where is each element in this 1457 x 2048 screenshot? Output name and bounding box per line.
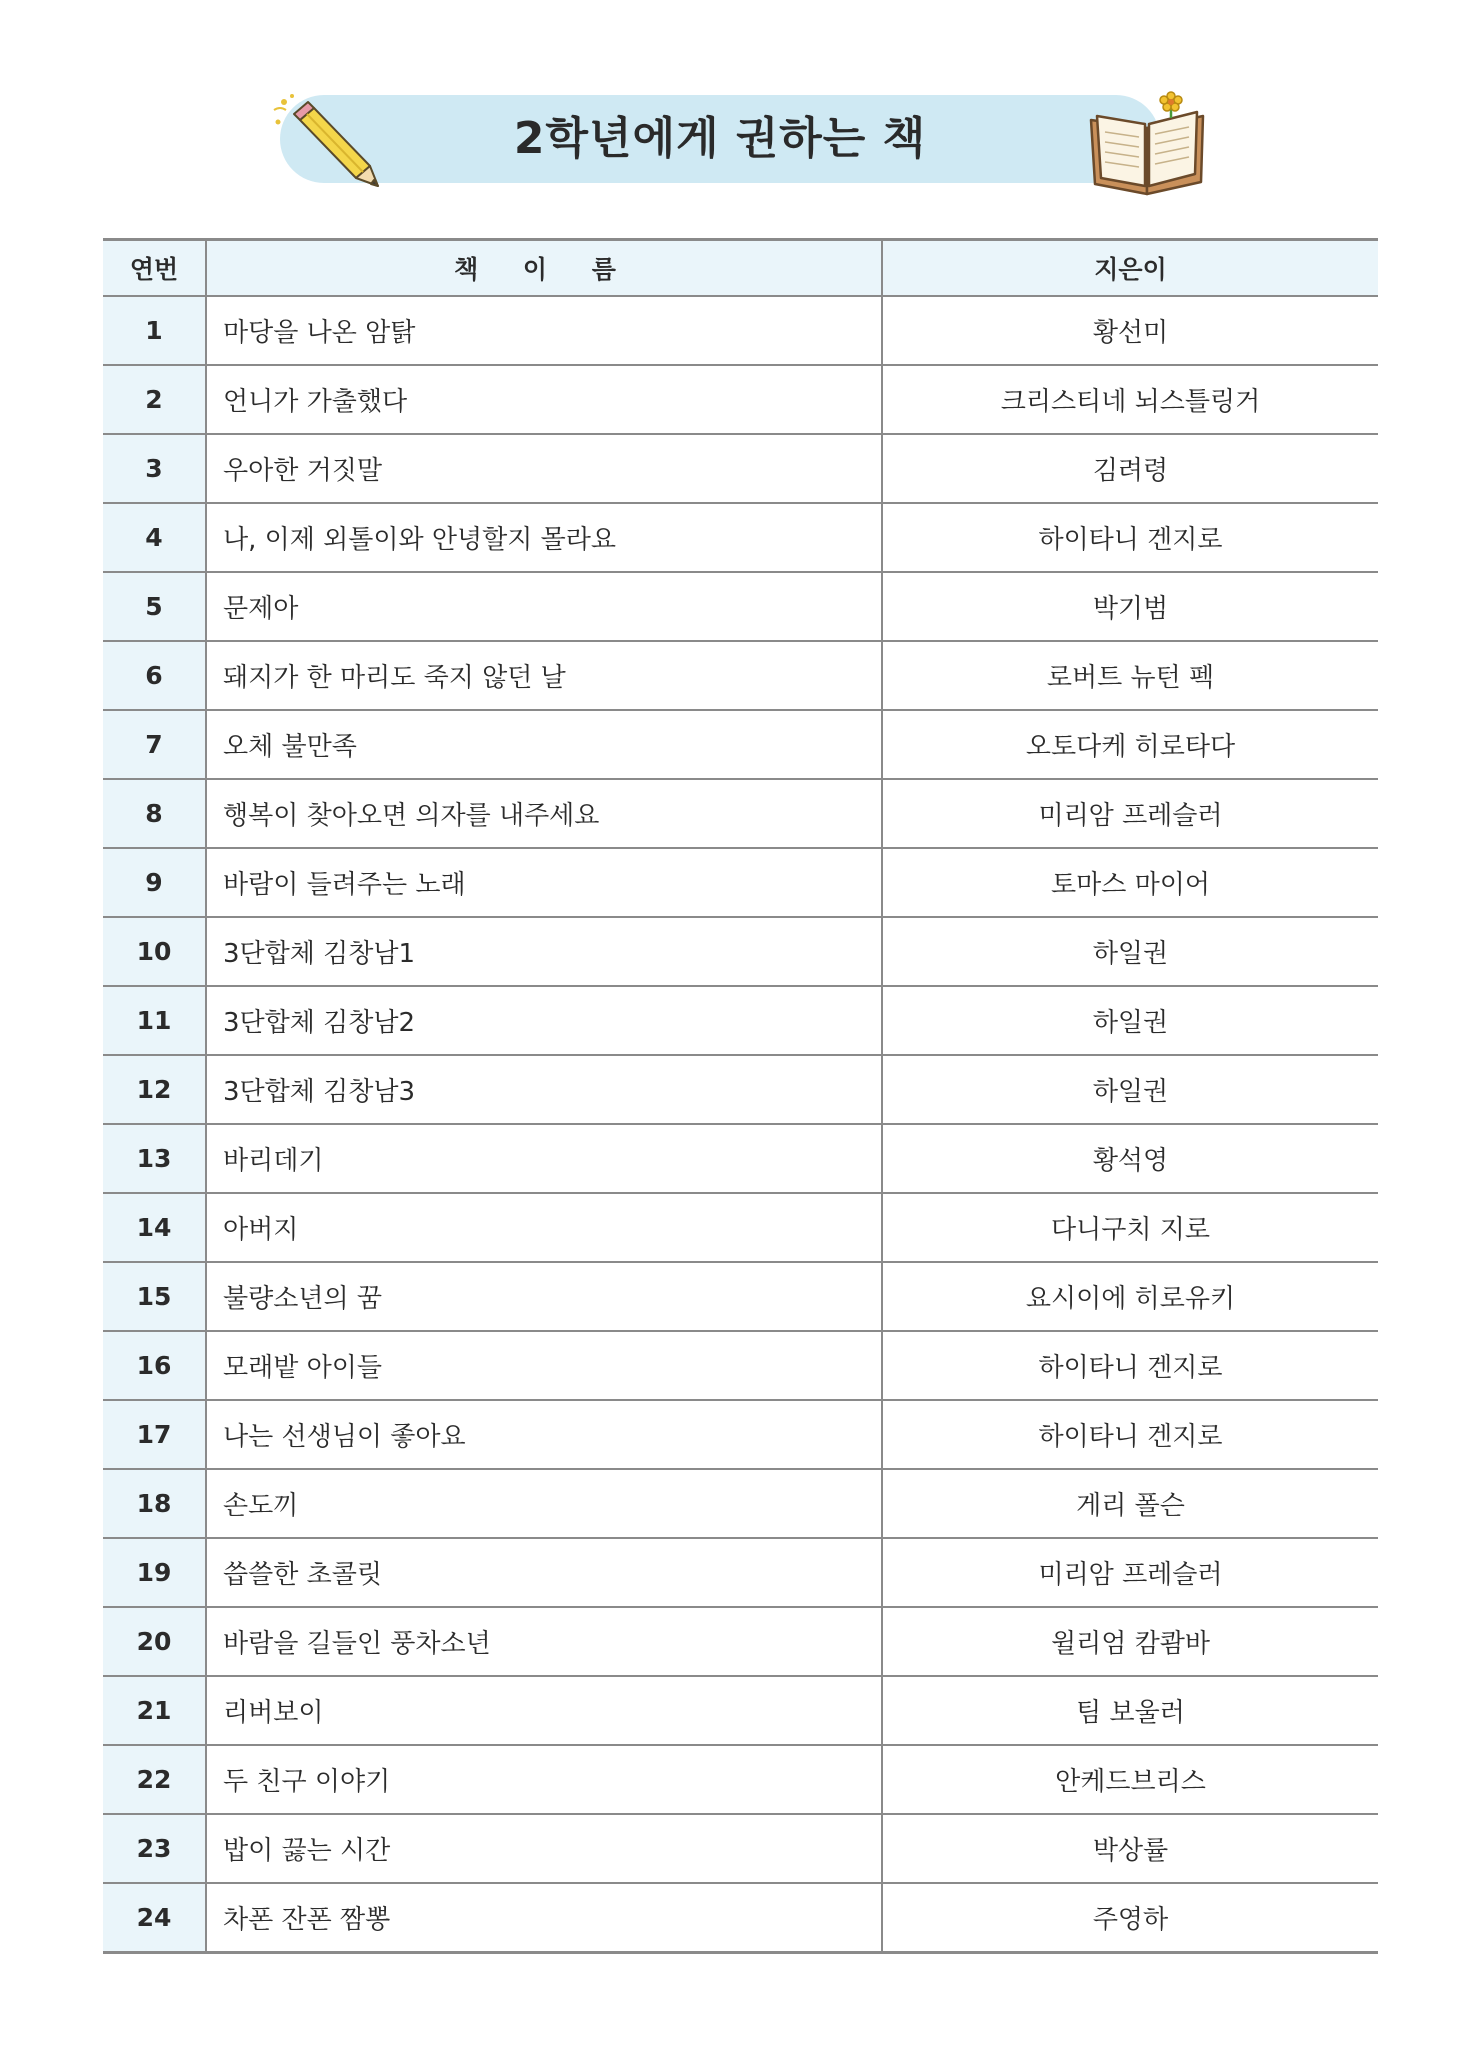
book-title: 밥이 끓는 시간	[206, 1814, 882, 1883]
book-author: 하일권	[882, 1055, 1378, 1124]
table-row	[103, 848, 1378, 917]
table-row	[103, 779, 1378, 848]
table-row	[103, 503, 1378, 572]
row-number: 20	[103, 1607, 206, 1676]
table-header-row	[103, 240, 1378, 297]
book-author: 게리 폴슨	[882, 1469, 1378, 1538]
book-title: 아버지	[206, 1193, 882, 1262]
row-number: 23	[103, 1814, 206, 1883]
book-title: 오체 불만족	[206, 710, 882, 779]
book-title: 돼지가 한 마리도 죽지 않던 날	[206, 641, 882, 710]
book-author: 하이타니 겐지로	[882, 1331, 1378, 1400]
table-row	[103, 1400, 1378, 1469]
row-number: 22	[103, 1745, 206, 1814]
book-title: 바람이 들려주는 노래	[206, 848, 882, 917]
book-title: 언니가 가출했다	[206, 365, 882, 434]
book-author: 하일권	[882, 917, 1378, 986]
table-row	[103, 1883, 1378, 1953]
header-title: 책 이 름	[206, 240, 882, 297]
row-number: 15	[103, 1262, 206, 1331]
book-title: 3단합체 김창남2	[206, 986, 882, 1055]
table-row	[103, 1676, 1378, 1745]
book-author: 미리암 프레슬러	[882, 779, 1378, 848]
book-title: 나는 선생님이 좋아요	[206, 1400, 882, 1469]
book-title: 리버보이	[206, 1676, 882, 1745]
book-title: 행복이 찾아오면 의자를 내주세요	[206, 779, 882, 848]
book-author: 요시이에 히로유키	[882, 1262, 1378, 1331]
table-row	[103, 296, 1378, 365]
header-number: 연번	[103, 240, 206, 297]
book-author: 크리스티네 뇌스틀링거	[882, 365, 1378, 434]
table-row	[103, 1262, 1378, 1331]
row-number: 11	[103, 986, 206, 1055]
book-title: 모래밭 아이들	[206, 1331, 882, 1400]
row-number: 10	[103, 917, 206, 986]
table-row	[103, 917, 1378, 986]
book-title: 3단합체 김창남3	[206, 1055, 882, 1124]
table-row	[103, 1538, 1378, 1607]
book-author: 주영하	[1092, 1905, 1169, 1935]
book-author: 하일권	[882, 986, 1378, 1055]
table-row	[103, 986, 1378, 1055]
row-number: 4	[103, 503, 206, 572]
table-row	[103, 365, 1378, 434]
book-title: 손도끼	[206, 1469, 882, 1538]
row-number: 7	[103, 710, 206, 779]
table-row	[103, 1469, 1378, 1538]
row-number: 24	[103, 1883, 206, 1953]
table-row	[103, 1607, 1378, 1676]
row-number: 21	[103, 1676, 206, 1745]
book-title: 차폰 잔폰 짬뽕	[206, 1883, 882, 1953]
table-row	[103, 710, 1378, 779]
book-title: 마당을 나온 암탉	[206, 296, 882, 365]
book-author: 토마스 마이어	[882, 848, 1378, 917]
row-number: 14	[103, 1193, 206, 1262]
book-author: 황석영	[882, 1124, 1378, 1193]
table-row	[103, 1055, 1378, 1124]
row-number: 16	[103, 1331, 206, 1400]
table-row	[103, 1124, 1378, 1193]
row-number: 5	[103, 572, 206, 641]
table-row	[103, 641, 1378, 710]
row-number: 19	[103, 1538, 206, 1607]
book-title: 문제아	[206, 572, 882, 641]
book-author: 미리암 프레슬러	[882, 1538, 1378, 1607]
row-number: 13	[103, 1124, 206, 1193]
book-author: 하이타니 겐지로	[882, 503, 1378, 572]
open-book-with-flower-icon	[1085, 90, 1210, 200]
book-author: 박기범	[882, 572, 1378, 641]
book-title: 나, 이제 외톨이와 안녕할지 몰라요	[206, 503, 882, 572]
book-author: 황선미	[882, 296, 1378, 365]
book-title: 3단합체 김창남1	[206, 917, 882, 986]
book-author: 김려령	[882, 434, 1378, 503]
row-number: 2	[103, 365, 206, 434]
book-title: 씁쓸한 초콜릿	[206, 1538, 882, 1607]
book-author: 박상률	[882, 1814, 1378, 1883]
book-title: 두 친구 이야기	[206, 1745, 882, 1814]
row-number: 6	[103, 641, 206, 710]
page-title: 2학년에게 권하는 책	[513, 113, 927, 164]
book-author: 팀 보울러	[882, 1676, 1378, 1745]
table-row	[103, 1331, 1378, 1400]
row-number: 12	[103, 1055, 206, 1124]
row-number: 18	[103, 1469, 206, 1538]
book-list-table	[103, 238, 1378, 1954]
table-row	[103, 1745, 1378, 1814]
book-author: 오토다케 히로타다	[882, 710, 1378, 779]
row-number: 8	[103, 779, 206, 848]
table-row	[103, 434, 1378, 503]
row-number: 17	[103, 1400, 206, 1469]
book-author: 다니구치 지로	[882, 1193, 1378, 1262]
book-title: 바리데기	[206, 1124, 882, 1193]
book-author: 안케드브리스	[882, 1745, 1378, 1814]
row-number: 9	[103, 848, 206, 917]
header-author: 지은이	[882, 240, 1378, 297]
table-row	[103, 1193, 1378, 1262]
book-author: 윌리엄 캄쾀바	[882, 1607, 1378, 1676]
book-title: 바람을 길들인 풍차소년	[206, 1607, 882, 1676]
book-author: 로버트 뉴턴 펙	[882, 641, 1378, 710]
table-row	[103, 1814, 1378, 1883]
book-author: 하이타니 겐지로	[882, 1400, 1378, 1469]
table-row	[103, 572, 1378, 641]
row-number: 1	[103, 296, 206, 365]
book-title: 불량소년의 꿈	[206, 1262, 882, 1331]
book-title: 우아한 거짓말	[206, 434, 882, 503]
row-number: 3	[103, 434, 206, 503]
